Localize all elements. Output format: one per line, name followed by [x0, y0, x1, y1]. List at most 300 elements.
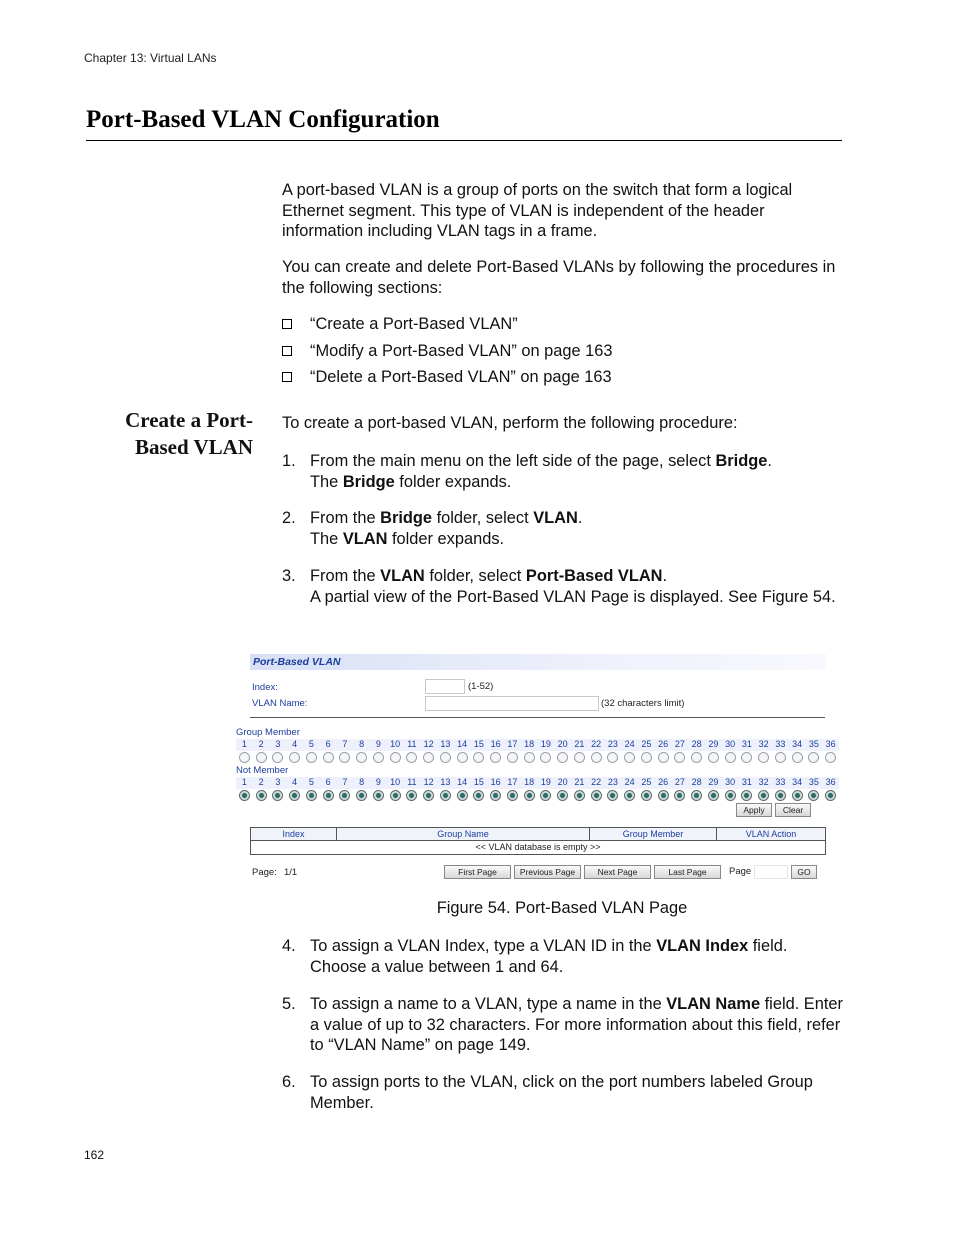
- step-bold-run: Bridge: [342, 472, 395, 491]
- group-member-radio[interactable]: [557, 752, 568, 763]
- port-number[interactable]: 10: [387, 777, 404, 789]
- vlan-name-input[interactable]: [425, 696, 599, 711]
- port-number[interactable]: 27: [672, 777, 689, 789]
- index-range-note: (1-52): [468, 681, 494, 692]
- step-bold-run: Bridge: [715, 452, 768, 470]
- step-text: [310, 566, 845, 607]
- port-number[interactable]: 26: [655, 739, 672, 751]
- step-text-run: From the: [310, 509, 381, 527]
- port-number[interactable]: 6: [320, 739, 337, 751]
- page-value: 1/1: [284, 867, 298, 878]
- bullet-link-text[interactable]: “Create a Port-Based VLAN”: [310, 315, 518, 333]
- step-text-run: folder expands.: [387, 529, 505, 548]
- port-number[interactable]: 32: [755, 777, 772, 789]
- port-number[interactable]: 5: [303, 739, 320, 751]
- port-number[interactable]: 33: [772, 739, 789, 751]
- port-number[interactable]: 17: [504, 777, 521, 789]
- not-member-radio[interactable]: [473, 790, 484, 801]
- radio-cell: [337, 752, 354, 763]
- subsection-lead: To create a port-based VLAN, perform the following procedure:: [282, 414, 738, 432]
- step-number: 3.: [282, 567, 296, 585]
- radio-cell: [404, 790, 421, 801]
- not-member-port-numbers: [236, 777, 839, 789]
- port-number[interactable]: 8: [353, 739, 370, 751]
- port-number[interactable]: 17: [504, 739, 521, 751]
- not-member-radio[interactable]: [490, 790, 501, 801]
- not-member-radio[interactable]: [239, 790, 250, 801]
- port-number[interactable]: 35: [806, 739, 823, 751]
- step-bold-run: Bridge: [380, 509, 433, 527]
- port-number[interactable]: 22: [588, 739, 605, 751]
- port-number[interactable]: 35: [806, 777, 823, 789]
- radio-cell: [487, 752, 504, 763]
- radio-cell: [806, 790, 823, 801]
- group-member-radio[interactable]: [440, 752, 451, 763]
- port-number[interactable]: 29: [705, 739, 722, 751]
- not-member-radio[interactable]: [624, 790, 635, 801]
- radio-cell: [722, 752, 739, 763]
- go-button[interactable]: GO: [791, 865, 817, 879]
- port-number[interactable]: 1: [236, 777, 253, 789]
- port-number[interactable]: 12: [420, 777, 437, 789]
- radio-cell: [270, 752, 287, 763]
- first-page-button[interactable]: First Page: [444, 865, 511, 879]
- page-number: 162: [84, 1148, 105, 1162]
- radio-cell: [789, 790, 806, 801]
- radio-cell: [454, 790, 471, 801]
- step-text-run: folder expands.: [394, 472, 512, 491]
- figure-page-title: Port-Based VLAN: [253, 656, 341, 668]
- port-number[interactable]: 24: [621, 739, 638, 751]
- step-bold-run: VLAN: [342, 529, 388, 548]
- radio-cell: [638, 790, 655, 801]
- radio-cell: [387, 752, 404, 763]
- group-member-radio[interactable]: [473, 752, 484, 763]
- port-number[interactable]: 6: [320, 777, 337, 789]
- group-member-radio[interactable]: [607, 752, 618, 763]
- page-number-input[interactable]: [754, 865, 788, 879]
- radio-cell: [638, 752, 655, 763]
- port-number[interactable]: 3: [270, 739, 287, 751]
- bullet-link-text[interactable]: “Modify a Port-Based VLAN” on page 163: [310, 342, 613, 360]
- step-number: 5.: [282, 995, 296, 1013]
- not-member-radios: [236, 790, 839, 801]
- previous-page-button[interactable]: Previous Page: [514, 865, 581, 879]
- port-number[interactable]: 25: [638, 739, 655, 751]
- port-number[interactable]: 7: [337, 777, 354, 789]
- group-member-radio[interactable]: [423, 752, 434, 763]
- group-member-radio[interactable]: [356, 752, 367, 763]
- step-text-run: folder, select: [424, 567, 526, 585]
- radio-cell: [303, 790, 320, 801]
- bullet-box-icon: [282, 346, 292, 356]
- not-member-label: Not Member: [236, 765, 289, 776]
- radio-cell: [370, 752, 387, 763]
- group-member-radios: [236, 752, 839, 763]
- group-member-radio[interactable]: [457, 752, 468, 763]
- form-divider: [250, 717, 825, 718]
- bullet-box-icon: [282, 372, 292, 382]
- step-text-run: From the: [310, 567, 381, 585]
- not-member-radio[interactable]: [607, 790, 618, 801]
- port-number[interactable]: 9: [370, 739, 387, 751]
- group-member-radio[interactable]: [741, 752, 752, 763]
- port-number[interactable]: 27: [672, 739, 689, 751]
- radio-cell: [471, 790, 488, 801]
- port-number[interactable]: 9: [370, 777, 387, 789]
- not-member-radio[interactable]: [323, 790, 334, 801]
- port-number[interactable]: 29: [705, 777, 722, 789]
- intro-paragraph-2: You can create and delete Port-Based VLANs by following the procedures in the following sections:: [282, 258, 836, 297]
- port-number[interactable]: 34: [789, 777, 806, 789]
- title-rule: [86, 140, 842, 141]
- step-number: 2.: [282, 509, 296, 527]
- not-member-radio[interactable]: [574, 790, 585, 801]
- step-text-run: .: [577, 509, 583, 527]
- port-number[interactable]: 18: [521, 777, 538, 789]
- port-number[interactable]: 4: [286, 777, 303, 789]
- port-number[interactable]: 30: [722, 777, 739, 789]
- port-number[interactable]: 3: [270, 777, 287, 789]
- radio-cell: [286, 790, 303, 801]
- group-member-radio[interactable]: [825, 752, 836, 763]
- section-title: Port-Based VLAN Configuration: [86, 106, 440, 133]
- port-number[interactable]: 18: [521, 739, 538, 751]
- radio-cell: [688, 752, 705, 763]
- port-number[interactable]: 20: [554, 777, 571, 789]
- radio-cell: [772, 790, 789, 801]
- not-member-radio[interactable]: [758, 790, 769, 801]
- subsection-title: [73, 407, 253, 461]
- step-bold-run: Port-Based VLAN: [525, 567, 663, 585]
- radio-cell: [722, 790, 739, 801]
- port-number[interactable]: 16: [487, 777, 504, 789]
- port-number[interactable]: 2: [253, 739, 270, 751]
- radio-cell: [487, 790, 504, 801]
- not-member-radio[interactable]: [792, 790, 803, 801]
- port-number[interactable]: 33: [772, 777, 789, 789]
- step-number: 6.: [282, 1073, 296, 1091]
- radio-cell: [504, 790, 521, 801]
- radio-cell: [806, 752, 823, 763]
- port-number[interactable]: 31: [739, 777, 756, 789]
- not-member-radio[interactable]: [808, 790, 819, 801]
- radio-cell: [554, 790, 571, 801]
- step-text-run: folder, select: [432, 509, 534, 527]
- not-member-radio[interactable]: [591, 790, 602, 801]
- table-header-index: Index: [251, 828, 337, 841]
- not-member-radio[interactable]: [641, 790, 652, 801]
- step-text-run: .: [662, 567, 668, 585]
- step-text: [310, 508, 845, 549]
- port-number[interactable]: 14: [454, 777, 471, 789]
- port-number[interactable]: 16: [487, 739, 504, 751]
- not-member-radio[interactable]: [356, 790, 367, 801]
- radio-cell: [655, 790, 672, 801]
- not-member-radio[interactable]: [390, 790, 401, 801]
- radio-cell: [270, 790, 287, 801]
- step-text-run: The: [310, 529, 343, 548]
- step-bold-run: VLAN: [533, 509, 578, 527]
- clear-button[interactable]: Clear: [775, 803, 811, 817]
- group-member-radio[interactable]: [256, 752, 267, 763]
- not-member-radio[interactable]: [256, 790, 267, 801]
- figure-title-bar: [250, 654, 826, 670]
- group-member-radio[interactable]: [339, 752, 350, 763]
- last-page-button[interactable]: Last Page: [654, 865, 721, 879]
- group-member-radio[interactable]: [674, 752, 685, 763]
- group-member-radio[interactable]: [775, 752, 786, 763]
- step-text-run: field. Choose a value between 1 and 64.: [310, 937, 788, 976]
- radio-cell: [705, 790, 722, 801]
- group-member-radio[interactable]: [390, 752, 401, 763]
- group-member-radio[interactable]: [641, 752, 652, 763]
- group-member-radio[interactable]: [792, 752, 803, 763]
- step-number: 1.: [282, 452, 296, 470]
- group-member-port-numbers: [236, 739, 839, 751]
- intro-paragraph-1: A port-based VLAN is a group of ports on the switch that form a logical Ethernet segment. This type of VLAN is independent of the header information including VLAN tags in a frame.: [282, 181, 793, 240]
- step-text-run: The: [310, 472, 343, 491]
- port-number[interactable]: 13: [437, 777, 454, 789]
- page-label: Page:: [252, 867, 277, 878]
- group-member-radio[interactable]: [591, 752, 602, 763]
- not-member-radio[interactable]: [272, 790, 283, 801]
- port-number[interactable]: 15: [471, 739, 488, 751]
- step-bold-run: VLAN Name: [666, 995, 761, 1013]
- port-number[interactable]: 26: [655, 777, 672, 789]
- radio-cell: [554, 752, 571, 763]
- port-number[interactable]: 14: [454, 739, 471, 751]
- radio-cell: [571, 752, 588, 763]
- radio-cell: [755, 790, 772, 801]
- radio-cell: [688, 790, 705, 801]
- radio-cell: [739, 752, 756, 763]
- port-number[interactable]: 30: [722, 739, 739, 751]
- port-number[interactable]: 21: [571, 777, 588, 789]
- radio-cell: [303, 752, 320, 763]
- port-number[interactable]: 7: [337, 739, 354, 751]
- not-member-radio[interactable]: [289, 790, 300, 801]
- port-number[interactable]: 24: [621, 777, 638, 789]
- group-member-radio[interactable]: [691, 752, 702, 763]
- group-member-radio[interactable]: [239, 752, 250, 763]
- radio-cell: [605, 790, 622, 801]
- radio-cell: [605, 752, 622, 763]
- radio-cell: [755, 752, 772, 763]
- radio-cell: [471, 752, 488, 763]
- not-member-radio[interactable]: [825, 790, 836, 801]
- table-header-group-name: Group Name: [337, 828, 590, 841]
- radio-cell: [320, 790, 337, 801]
- group-member-radio[interactable]: [272, 752, 283, 763]
- port-number[interactable]: 22: [588, 777, 605, 789]
- radio-cell: [672, 790, 689, 801]
- group-member-radio[interactable]: [323, 752, 334, 763]
- page-input-label: Page: [729, 866, 752, 877]
- subsection-title-line-1: Create a Port-: [125, 408, 253, 432]
- not-member-radio[interactable]: [406, 790, 417, 801]
- port-number[interactable]: 25: [638, 777, 655, 789]
- port-number[interactable]: 36: [822, 777, 839, 789]
- not-member-radio[interactable]: [708, 790, 719, 801]
- radio-cell: [504, 752, 521, 763]
- bullet-box-icon: [282, 319, 292, 329]
- vlan-name-limit-note: (32 characters limit): [601, 698, 685, 709]
- radio-cell: [353, 790, 370, 801]
- vlan-name-label: VLAN Name:: [252, 698, 308, 709]
- radio-cell: [454, 752, 471, 763]
- port-number[interactable]: 8: [353, 777, 370, 789]
- not-member-radio[interactable]: [306, 790, 317, 801]
- next-page-button[interactable]: Next Page: [584, 865, 651, 879]
- radio-cell: [621, 752, 638, 763]
- port-number[interactable]: 15: [471, 777, 488, 789]
- radio-cell: [822, 790, 839, 801]
- vlan-table: [250, 827, 826, 855]
- port-number[interactable]: 11: [404, 777, 421, 789]
- group-member-radio[interactable]: [373, 752, 384, 763]
- port-number[interactable]: 36: [822, 739, 839, 751]
- radio-cell: [370, 790, 387, 801]
- not-member-radio[interactable]: [691, 790, 702, 801]
- radio-cell: [353, 752, 370, 763]
- group-member-radio[interactable]: [658, 752, 669, 763]
- not-member-radio[interactable]: [507, 790, 518, 801]
- step-text-run: A partial view of the Port-Based VLAN Page is displayed. See Figure 54.: [310, 587, 836, 606]
- group-member-radio[interactable]: [490, 752, 501, 763]
- index-input[interactable]: [425, 679, 465, 694]
- group-member-radio[interactable]: [624, 752, 635, 763]
- port-number[interactable]: 32: [755, 739, 772, 751]
- radio-cell: [588, 790, 605, 801]
- not-member-radio[interactable]: [524, 790, 535, 801]
- not-member-radio[interactable]: [775, 790, 786, 801]
- not-member-radio[interactable]: [741, 790, 752, 801]
- port-number[interactable]: 31: [739, 739, 756, 751]
- radio-cell: [320, 752, 337, 763]
- radio-cell: [538, 790, 555, 801]
- radio-cell: [420, 790, 437, 801]
- not-member-radio[interactable]: [540, 790, 551, 801]
- group-member-radio[interactable]: [808, 752, 819, 763]
- radio-cell: [571, 790, 588, 801]
- port-number[interactable]: 11: [404, 739, 421, 751]
- step-text-run: field. Enter a value of up to 32 characters. For more information about this field, refer to “VLAN Name” on page 149.: [310, 995, 843, 1054]
- radio-cell: [705, 752, 722, 763]
- group-member-radio[interactable]: [758, 752, 769, 763]
- radio-cell: [253, 790, 270, 801]
- not-member-radio[interactable]: [339, 790, 350, 801]
- radio-cell: [521, 752, 538, 763]
- subsection-title-line-2: Based VLAN: [134, 435, 253, 459]
- figure-caption: Figure 54. Port-Based VLAN Page: [436, 899, 688, 917]
- table-header-group-member: Group Member: [590, 828, 717, 841]
- radio-cell: [655, 752, 672, 763]
- group-member-radio[interactable]: [574, 752, 585, 763]
- not-member-radio[interactable]: [457, 790, 468, 801]
- port-number[interactable]: 12: [420, 739, 437, 751]
- step-text-run: .: [767, 452, 772, 470]
- radio-cell: [337, 790, 354, 801]
- not-member-radio[interactable]: [423, 790, 434, 801]
- radio-cell: [538, 752, 555, 763]
- port-number[interactable]: 1: [236, 739, 253, 751]
- step-text: [310, 994, 845, 1056]
- step-text-run: To assign a name to a VLAN, type a name in the: [310, 995, 667, 1013]
- table-header-vlan-action: VLAN Action: [717, 828, 825, 841]
- radio-cell: [822, 752, 839, 763]
- not-member-radio[interactable]: [373, 790, 384, 801]
- not-member-radio[interactable]: [557, 790, 568, 801]
- port-number[interactable]: 19: [538, 739, 555, 751]
- port-number[interactable]: 23: [605, 739, 622, 751]
- port-number[interactable]: 4: [286, 739, 303, 751]
- port-based-vlan-figure: [230, 648, 840, 888]
- radio-cell: [404, 752, 421, 763]
- running-header: Chapter 13: Virtual LANs: [84, 51, 217, 65]
- table-empty-message: << VLAN database is empty >>: [475, 842, 601, 852]
- index-label: Index:: [252, 682, 278, 693]
- group-member-radio[interactable]: [540, 752, 551, 763]
- port-number[interactable]: 34: [789, 739, 806, 751]
- step-text: [310, 451, 845, 492]
- group-member-radio[interactable]: [725, 752, 736, 763]
- radio-cell: [420, 752, 437, 763]
- bullet-link-text[interactable]: “Delete a Port-Based VLAN” on page 163: [310, 368, 612, 386]
- port-number[interactable]: 28: [688, 739, 705, 751]
- group-member-radio[interactable]: [524, 752, 535, 763]
- radio-cell: [437, 752, 454, 763]
- port-number[interactable]: 2: [253, 777, 270, 789]
- radio-cell: [286, 752, 303, 763]
- not-member-radio[interactable]: [440, 790, 451, 801]
- group-member-radio[interactable]: [289, 752, 300, 763]
- port-number[interactable]: 10: [387, 739, 404, 751]
- radio-cell: [236, 790, 253, 801]
- port-number[interactable]: 21: [571, 739, 588, 751]
- radio-cell: [588, 752, 605, 763]
- group-member-radio[interactable]: [507, 752, 518, 763]
- step-text-run: To assign a VLAN Index, type a VLAN ID in the: [310, 937, 657, 955]
- port-number[interactable]: 19: [538, 777, 555, 789]
- port-number[interactable]: 5: [303, 777, 320, 789]
- not-member-radio[interactable]: [725, 790, 736, 801]
- radio-cell: [772, 752, 789, 763]
- step-bold-run: VLAN Index: [656, 937, 749, 955]
- group-member-radio[interactable]: [306, 752, 317, 763]
- port-number[interactable]: 13: [437, 739, 454, 751]
- step-text-run: From the main menu on the left side of the page, select: [310, 452, 716, 470]
- port-number[interactable]: 28: [688, 777, 705, 789]
- radio-cell: [387, 790, 404, 801]
- radio-cell: [789, 752, 806, 763]
- radio-cell: [672, 752, 689, 763]
- step-text-run: To assign ports to the VLAN, click on the port numbers labeled Group Member.: [310, 1073, 813, 1112]
- step-bold-run: VLAN: [380, 567, 425, 585]
- not-member-radio[interactable]: [674, 790, 685, 801]
- radio-cell: [253, 752, 270, 763]
- radio-cell: [621, 790, 638, 801]
- apply-button[interactable]: Apply: [736, 803, 772, 817]
- radio-cell: [437, 790, 454, 801]
- port-number[interactable]: 23: [605, 777, 622, 789]
- port-number[interactable]: 20: [554, 739, 571, 751]
- radio-cell: [521, 790, 538, 801]
- group-member-label: Group Member: [236, 727, 300, 738]
- group-member-radio[interactable]: [708, 752, 719, 763]
- group-member-radio[interactable]: [406, 752, 417, 763]
- not-member-radio[interactable]: [658, 790, 669, 801]
